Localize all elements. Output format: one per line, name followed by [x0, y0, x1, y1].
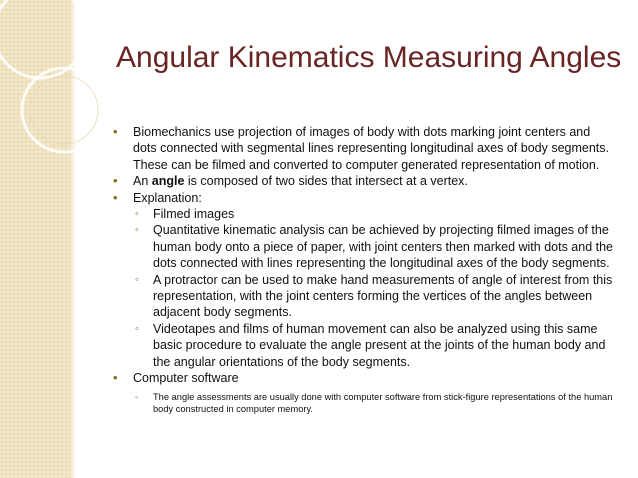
sub-bullet-protractor: [113, 272, 616, 321]
sub-bullet-filmed-images: [113, 206, 616, 222]
circle-ornament: [0, 0, 120, 200]
sub-bullet-marker: ◦: [135, 224, 139, 237]
sub-bullet-text: The angle assessments are usually done with computer software from stick-figure representations of the human body constructed in computer memory.: [153, 391, 613, 414]
sub-bullet-videotapes: [113, 321, 616, 370]
bullet-text: Biomechanics use projection of images of body with dots marking joint centers and dots connected with segmental lines representing longitudinal axes of body segments. These can be filmed and converted to computer generated representation of motion.: [133, 125, 609, 172]
sub-bullet-angle-assessments: [113, 391, 616, 416]
sub-bullet-marker: ◦: [135, 208, 139, 221]
bullet-marker: •: [113, 173, 118, 189]
slide-content: [113, 124, 616, 415]
sub-bullet-text: Videotapes and films of human movement can also be analyzed using this same basic procedure to evaluate the angle present at the joints of the human body and the angular orientations of the body segments.: [153, 321, 606, 369]
bullet-explanation: [113, 190, 616, 206]
sub-bullet-marker: ◦: [135, 273, 139, 286]
bullet-computer-software: [113, 370, 616, 386]
bullet-text: Explanation:: [133, 190, 202, 205]
bullet-marker: •: [113, 370, 118, 386]
bullet-text-bold: angle: [151, 174, 185, 189]
sub-bullet-quantitative-analysis: [113, 222, 616, 271]
sub-bullet-marker: ◦: [135, 391, 139, 402]
bullet-text-after: is composed of two sides that intersect at a vertex.: [184, 174, 468, 189]
sub-bullet-text: Quantitative kinematic analysis can be achieved by projecting filmed images of the human body onto a piece of paper, with joint centers then marked with dots and the dots connected with lines representing the longitudinal axes of the body segments.: [153, 223, 614, 271]
bullet-text-before: An: [133, 174, 152, 189]
sub-bullet-text: A protractor can be used to make hand measurements of angle of interest from this representation, with the joint centers forming the vertices of the angles between adjacent body segments.: [153, 272, 613, 320]
bullet-marker: •: [113, 124, 118, 139]
sub-bullet-text: Filmed images: [153, 207, 235, 222]
bullet-marker: •: [113, 189, 118, 205]
sub-bullet-marker: ◦: [135, 322, 139, 335]
slide-title: Angular Kinematics Measuring Angles: [116, 41, 622, 74]
bullet-biomechanics: [113, 124, 616, 173]
bullet-text: Computer software: [133, 371, 239, 386]
bullet-angle-definition: [113, 173, 616, 189]
